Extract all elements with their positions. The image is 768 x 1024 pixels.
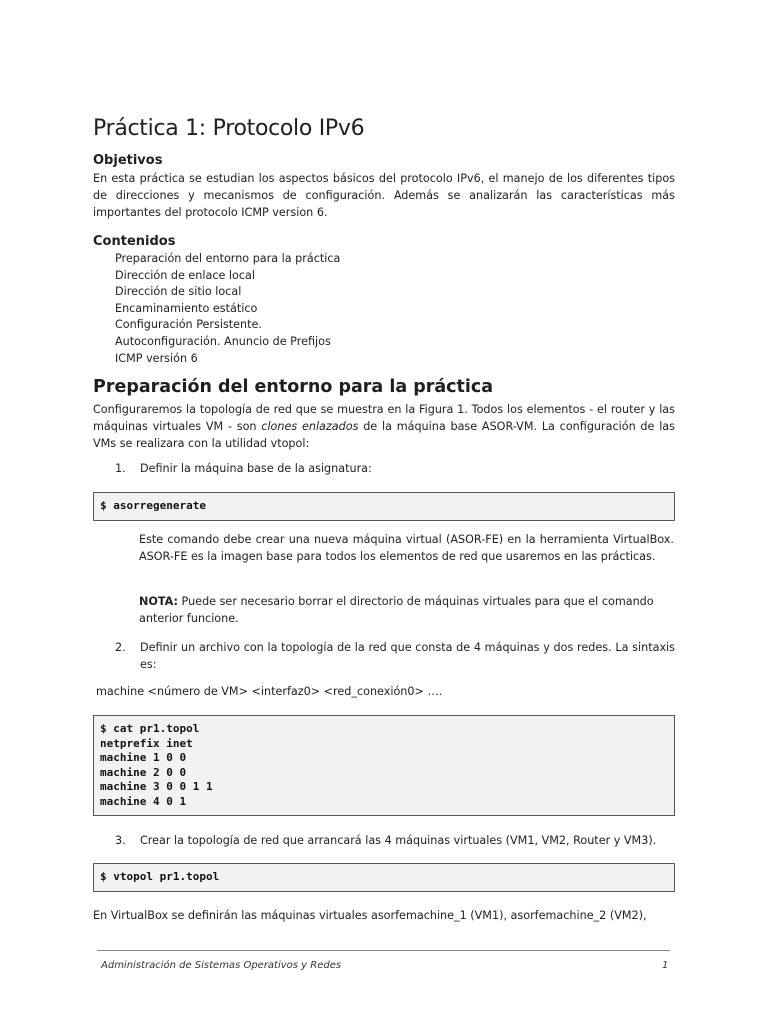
- list-item: Configuración Persistente.: [115, 318, 262, 332]
- list-item: Preparación del entorno para la práctica: [115, 252, 341, 265]
- intro-text-b: de la máquina base ASOR-VM. La configuración de las VMs se realizara con la utilidad vtopol:: [93, 419, 675, 450]
- contenidos-heading: Contenidos: [93, 234, 176, 249]
- footer-page-number: 1: [662, 960, 669, 971]
- nota-label: NOTA:: [139, 595, 178, 608]
- footer-course-title: Administración de Sistemas Operativos y Redes: [101, 960, 342, 971]
- section-intro: [93, 402, 675, 452]
- nota-paragraph: [139, 594, 674, 628]
- step-text: Definir la máquina base de la asignatura:: [140, 462, 372, 475]
- step1-note: Este comando debe crear una nueva máquina virtual (ASOR-FE) en la herramienta VirtualBox. ASOR-FE es la imagen base para todos los elementos de red que usaremos en las prácticas.: [139, 533, 674, 563]
- objetivos-heading: Objetivos: [93, 153, 163, 168]
- list-item: ICMP versión 6: [115, 351, 198, 365]
- step-number: 1.: [115, 462, 126, 475]
- intro-text-a: Configuraremos la topología de red que se muestra en la Figura 1. Todos los elementos - el router y las máquinas virtuales VM - son: [93, 403, 675, 433]
- contenidos-list: [115, 251, 340, 367]
- list-item: Dirección de sitio local: [115, 285, 242, 299]
- section-heading: Preparación del entorno para la práctica: [93, 377, 494, 397]
- footer-divider: [97, 950, 670, 951]
- machine-syntax: machine <número de VM> <interfaz0> <red_conexión0> ….: [96, 685, 443, 698]
- list-item: Encaminamiento estático: [115, 301, 258, 315]
- step-number: 3.: [115, 834, 126, 847]
- closing-paragraph: En VirtualBox se definirán las máquinas virtuales asorfemachine_1 (VM1), asorfemachine_2 (VM2),: [93, 909, 647, 922]
- intro-emphasis: clones enlazados: [261, 419, 359, 433]
- step-number: 2.: [115, 641, 126, 654]
- nota-text: Puede ser necesario borrar el directorio de máquinas virtuales para que el comando anterior funcione.: [139, 595, 654, 625]
- list-item: Autoconfiguración. Anuncio de Prefijos: [115, 334, 331, 348]
- code-block-asorregenerate: $ asorregenerate: [93, 492, 675, 521]
- page-title: Práctica 1: Protocolo IPv6: [93, 116, 365, 141]
- code-block-vtopol: $ vtopol pr1.topol: [93, 863, 675, 892]
- objetivos-text: En esta práctica se estudian los aspectos básicos del protocolo IPv6, el manejo de los diferentes tipos de direcciones y mecanismos de configuración. Además se analizarán las características más importantes del protocolo ICMP version 6.: [93, 172, 675, 219]
- code-block-topol: $ cat pr1.topol netprefix inet machine 1 0 0 machine 2 0 0 machine 3 0 0 1 1 machine 4 0 1: [93, 715, 675, 816]
- step-text: Definir un archivo con la topología de la red que consta de 4 máquinas y dos redes. La sintaxis es:: [140, 641, 675, 671]
- step-text: Crear la topología de red que arrancará las 4 máquinas virtuales (VM1, VM2, Router y VM3).: [140, 834, 657, 847]
- list-item: Dirección de enlace local: [115, 268, 255, 282]
